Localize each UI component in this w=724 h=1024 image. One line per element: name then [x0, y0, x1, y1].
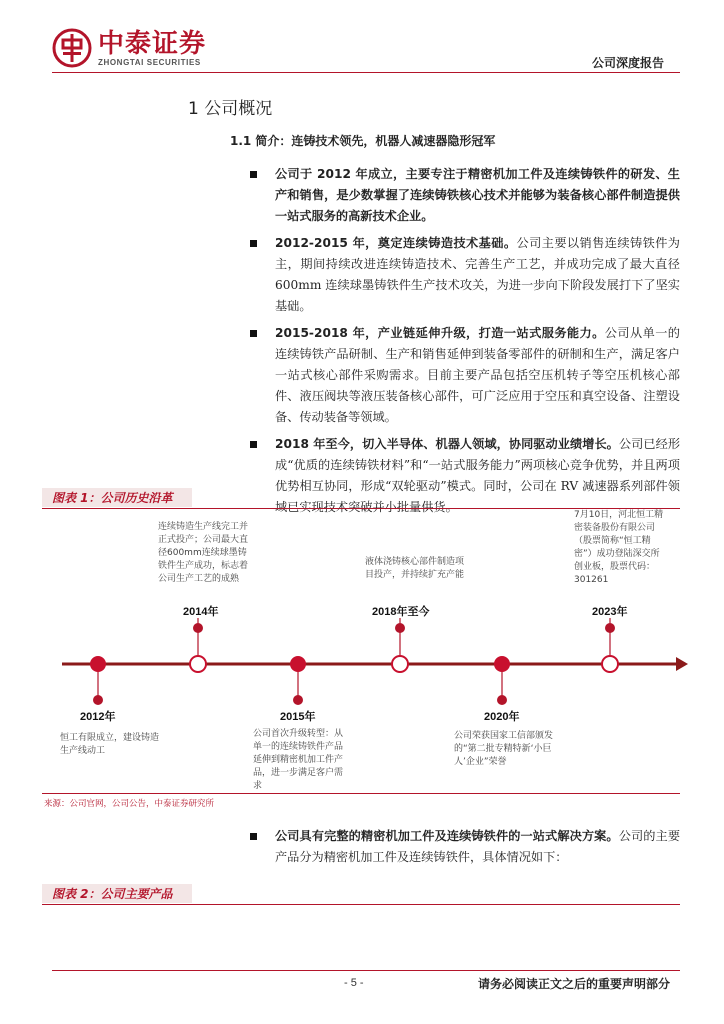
figure1-bottom-divider: [42, 793, 680, 794]
report-type-label: 公司深度报告: [591, 56, 664, 70]
figure2-title-bar: [42, 884, 680, 905]
bullet-bold-text: 2018 年至今，切入半导体、机器人领域，协同驱动业绩增长。: [275, 437, 619, 451]
timeline-marker-2020: [494, 656, 510, 672]
timeline-node-dot: [193, 623, 203, 633]
timeline-arrow-icon: [676, 657, 688, 671]
section-heading: 1 公司概况: [188, 99, 273, 119]
timeline-node-dot: [497, 695, 507, 705]
timeline-node-dot: [93, 695, 103, 705]
event-note-2018: 液体浇铸核心部件制造项目投产，并持续扩充产能: [365, 557, 465, 580]
timeline-marker-2014: [190, 656, 206, 672]
timeline-marker-2012: [90, 656, 106, 672]
bullet-square-icon: [250, 833, 257, 840]
disclaimer-note: 请务必阅读正文之后的重要声明部分: [477, 977, 670, 991]
event-year-2020: 2020年: [484, 711, 520, 723]
timeline-node-dot: [605, 623, 615, 633]
timeline-node-dot: [293, 695, 303, 705]
logo-english-name: ZHONGTAI SECURITIES: [98, 57, 201, 67]
bullet-bold-text: 2012-2015 年，奠定连续铸造技术基础。: [275, 236, 517, 250]
event-year-2015: 2015年: [280, 711, 316, 723]
event-year-2014: 2014年: [183, 606, 219, 618]
footer-divider: [52, 970, 680, 971]
figure2-title: 图表 2：公司主要产品: [52, 887, 173, 901]
bullet-bold-text: 公司具有完整的精密机加工件及连续铸铁件的一站式解决方案。: [275, 829, 619, 843]
timeline-marker-2018: [392, 656, 408, 672]
products-bullet-list: [250, 826, 680, 874]
bullet-text: 公司已经形成“优质的连续铸铁材料”和“一站式服务能力”两项核心竞争优势，并且两项优势相互协同，形成“双轮驱动”模式。同时，公司在 RV 减速器系列部件领域已实现技术突破并小批量供货。: [275, 437, 681, 514]
event-note-2015: 公司首次升级转型：从单一的连续铸铁件产品延伸到精密机加工件产品，进一步满足客户需求: [253, 729, 344, 791]
timeline-marker-2023: [602, 656, 618, 672]
bullet-text: 公司的主要产品分为精密机加工件及连续铸铁件，具体情况如下：: [275, 829, 681, 864]
event-year-2012: 2012年: [80, 711, 116, 723]
event-year-2023: 2023年: [592, 606, 628, 618]
timeline-node-dot: [395, 623, 405, 633]
bullet-text: 公司主要以销售连续铸铁件为主，期间持续改进连续铸造技术、完善生产工艺，并成功完成了最大直径 600mm 连续球墨铸铁件生产技术攻关，为进一步向下阶段发展打下了坚实基础。: [275, 236, 680, 313]
timeline-marker-2015: [290, 656, 306, 672]
figure1-source: 来源：公司官网，公司公告，中泰证券研究所: [44, 799, 215, 809]
event-year-2018: 2018年至今: [372, 606, 430, 618]
subsection-heading: 1.1 简介：连铸技术领先，机器人减速器隐形冠军: [230, 134, 496, 148]
event-note-2012: 恒工有限成立，建设铸造生产线动工: [60, 733, 160, 756]
event-note-2020: 公司荣获国家工信部颁发的“第二批专精特新‘小巨人’企业”荣誉: [454, 731, 554, 767]
figure1-title: 图表 1：公司历史沿革: [52, 491, 173, 505]
event-note-2014: 连续铸造生产线完工并正式投产；公司最大直径600mm连续球墨铸铁件生产成功，标志着公司生产工艺的成熟: [158, 522, 249, 584]
bullet-bold-text: 公司于 2012 年成立，主要专注于精密机加工件及连续铸铁件的研发、生产和销售，是少数掌握了连续铸铁核心技术并能够为装备核心部件制造提供一站式服务的高新技术企业。: [275, 167, 680, 223]
logo-chinese-name: 中泰证券: [98, 28, 207, 59]
bullet-bold-text: 2015-2018 年，产业链延伸升级，打造一站式服务能力。: [275, 326, 605, 340]
bullet-text: 公司从单一的连续铸铁产品研制、生产和销售延伸到装备零部件的研制和生产，满足客户一站式核心部件采购需求。目前主要产品包括空压机转子等空压机核心部件、液压阀块等液压装备核心部件，可广泛应用于空压和真空设备、注塑设备、传动装备等领域。: [275, 326, 680, 424]
page-number: - 5 -: [344, 977, 364, 989]
bullet-item: [250, 826, 680, 868]
event-note-2023: 7月10日，河北恒工精密装备股份有限公司（股票简称“恒工精密”）成功登陆深交所创业板，股票代码：301261: [574, 510, 664, 585]
